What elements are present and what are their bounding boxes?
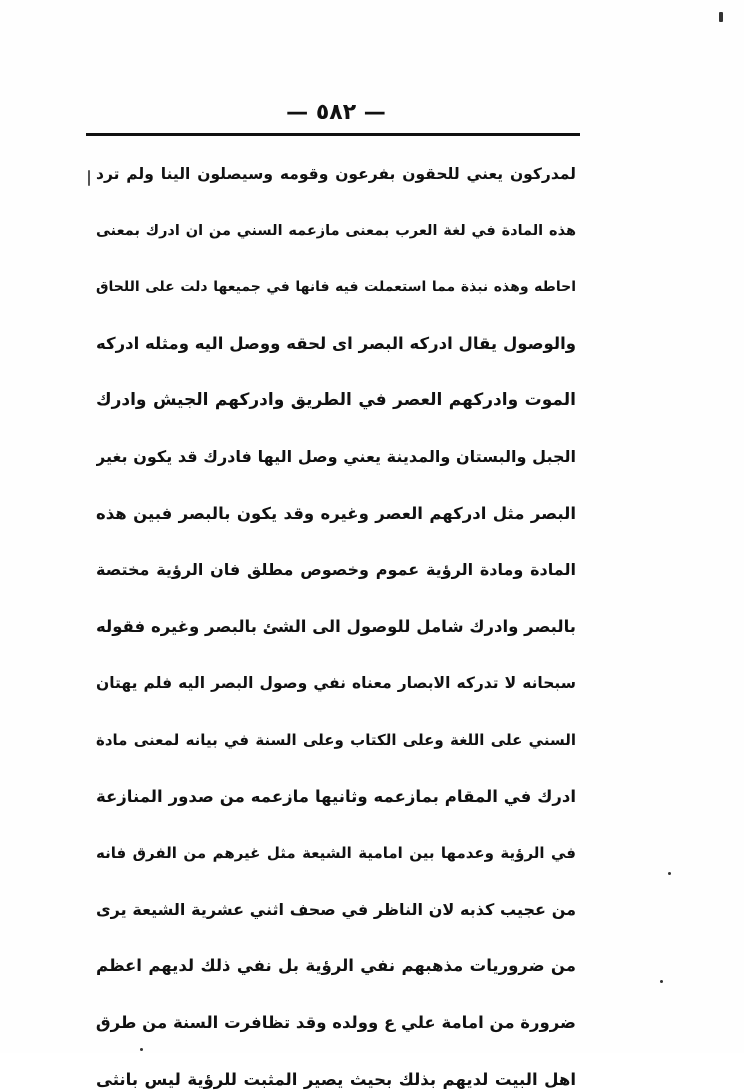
page-number: — ٥٨٢ — bbox=[286, 100, 386, 125]
text-line: البصر مثل ادركهم العصر وغيره وقد يكون بالبصر فبين هذه bbox=[96, 503, 576, 523]
scan-speck bbox=[660, 980, 663, 983]
scan-speck bbox=[140, 1048, 143, 1051]
scan-speck bbox=[719, 12, 723, 22]
body-text bbox=[96, 146, 576, 1092]
text-line: احاطه وهذه نبذة مما استعملت فيه فانها في جميعها دلت على اللحاق bbox=[96, 279, 576, 296]
text-line: اهل البيت لديهم بذلك بحيث يصير المثبت للرؤية ليس بانثى bbox=[96, 1069, 576, 1089]
text-line: الموت وادركهم العصر في الطريق وادركهم الجيش وادرك bbox=[96, 390, 576, 411]
header-rule bbox=[86, 133, 580, 136]
scan-speck bbox=[88, 170, 90, 186]
text-line: من ضروريات مذهبهم نفي الرؤية بل نفي ذلك لديهم اعظم bbox=[96, 956, 576, 976]
text-line: السني على اللغة وعلى الكتاب وعلى السنة في بيانه لمعنى مادة bbox=[96, 730, 576, 749]
text-line: المادة ومادة الرؤية عموم وخصوص مطلق فان الرؤية مختصة bbox=[96, 560, 576, 580]
text-line: ضرورة من امامة علي ع وولده وقد تظافرت السنة من طرق bbox=[96, 1012, 576, 1032]
text-line: لمدركون يعني للحقون بفرعون وقومه وسيصلون الينا ولم ترد bbox=[96, 165, 576, 183]
text-line: في الرؤية وعدمها بين امامية الشيعة مثل غيرهم من الفرق فانه bbox=[96, 844, 576, 863]
text-line: هذه المادة في لغة العرب بمعنى مازعمه السني من ان ادرك بمعنى bbox=[96, 222, 576, 239]
text-line: بالبصر وادرك شامل للوصول الى الشئ بالبصر وغيره فقوله bbox=[96, 616, 576, 636]
text-line: الجبل والبستان والمدينة يعني وصل اليها فادرك قد يكون بغير bbox=[96, 446, 576, 466]
text-line: من عجيب كذبه لان الناظر في صحف اثني عشرية الشيعة يرى bbox=[96, 899, 576, 919]
text-line: ادرك في المقام بمازعمه وثانيها مازعمه من صدور المنازعة bbox=[96, 786, 576, 806]
scan-speck bbox=[668, 872, 671, 875]
text-line: والوصول يقال ادركه البصر اى لحقه ووصل اليه ومثله ادركه bbox=[96, 333, 576, 353]
text-line: سبحانه لا تدركه الابصار معناه نفي وصول البصر اليه فلم يهتان bbox=[96, 674, 576, 693]
